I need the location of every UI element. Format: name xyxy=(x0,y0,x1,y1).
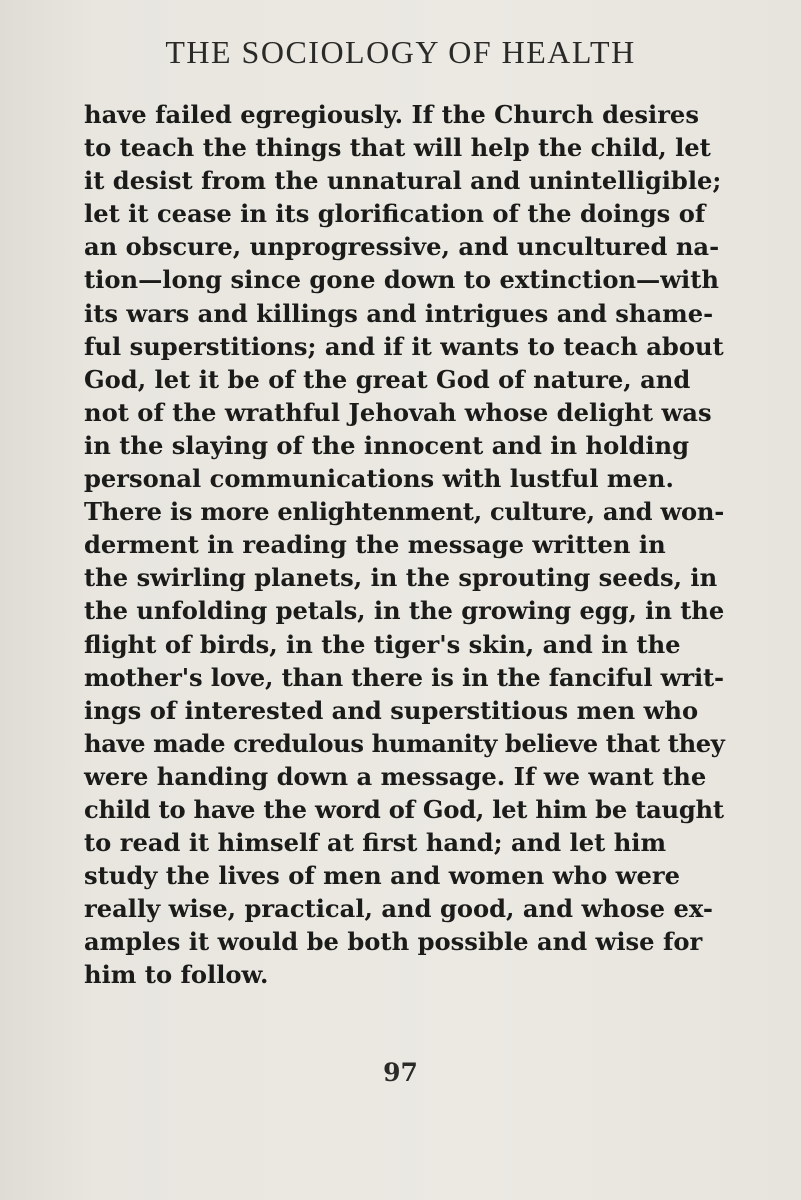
text-line: derment in reading the message written in xyxy=(84,530,666,560)
text-line: its wars and killings and intrigues and shame- xyxy=(84,298,714,328)
text-line: the swirling planets, in the sprouting seeds, in xyxy=(84,563,718,593)
text-line: him to follow. xyxy=(84,960,269,990)
text-line: really wise, practical, and good, and whose ex- xyxy=(84,894,713,924)
text-line: have failed egregiously. If the Church desires xyxy=(84,100,699,129)
text-line: have made credulous humanity believe that they xyxy=(84,728,725,758)
text-line: child to have the word of God, let him be taught xyxy=(84,794,724,824)
text-line: tion—long since gone down to extinction—with xyxy=(84,265,719,295)
text-line: not of the wrathful Jehovah whose delight was xyxy=(84,397,712,427)
text-line: in the slaying of the innocent and in holding xyxy=(84,430,690,460)
text-line: God, let it be of the great God of nature, and xyxy=(84,364,691,394)
body-text xyxy=(84,98,724,992)
text-line: ings of interested and superstitious men who xyxy=(84,695,699,725)
text-line: let it cease in its glorification of the doings of xyxy=(84,199,706,229)
text-line: were handing down a message. If we want the xyxy=(84,761,707,791)
text-line: ful superstitions; and if it wants to teach about xyxy=(84,331,724,361)
text-line: to read it himself at first hand; and let him xyxy=(84,828,667,858)
text-line: to teach the things that will help the child, let xyxy=(84,133,711,163)
text-line: There is more enlightenment, culture, and won- xyxy=(84,497,725,527)
text-line: flight of birds, in the tiger's skin, and in the xyxy=(84,629,681,659)
text-line: an obscure, unprogressive, and uncultured na- xyxy=(84,232,720,262)
text-line: it desist from the unnatural and unintelligible; xyxy=(84,166,722,196)
text-line: personal communications with lustful men. xyxy=(84,464,674,494)
text-line: study the lives of men and women who were xyxy=(84,861,680,891)
text-line: mother's love, than there is in the fanciful writ- xyxy=(84,662,724,692)
page-number: 97 xyxy=(383,1058,418,1087)
text-line: amples it would be both possible and wise for xyxy=(84,927,703,957)
running-head: THE SOCIOLOGY OF HEALTH xyxy=(165,34,636,70)
text-line: the unfolding petals, in the growing egg, in the xyxy=(84,596,725,626)
